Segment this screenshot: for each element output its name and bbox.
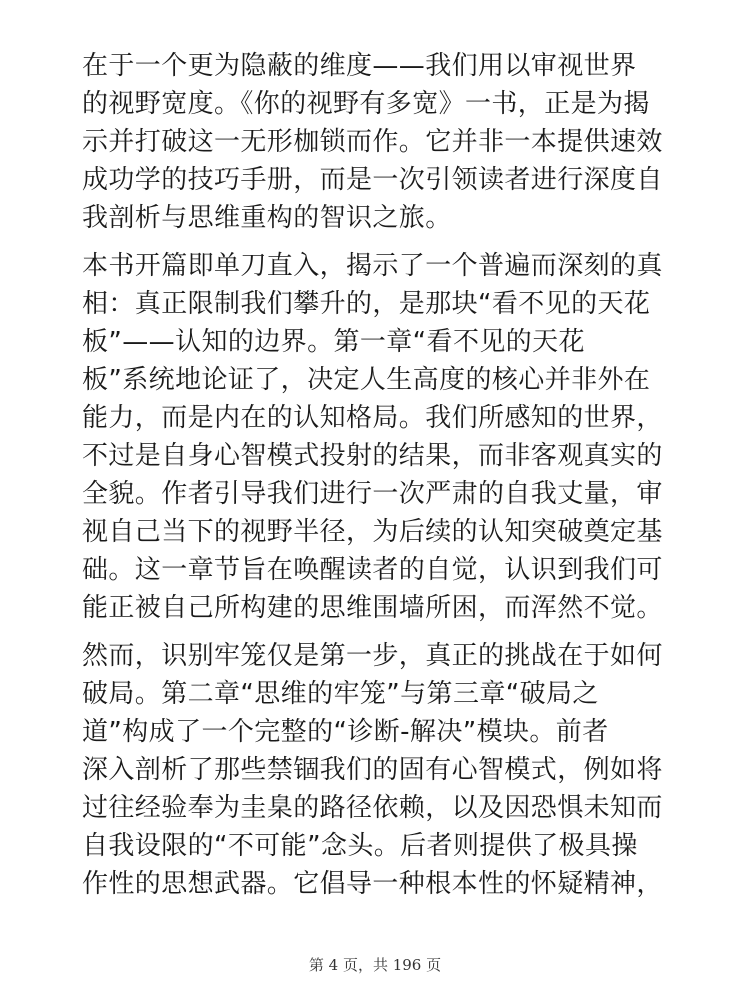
text-line: 础。这一章节旨在唤醒读者的自觉，认识到我们可: [82, 555, 663, 585]
text-line: 示并打破这一无形枷锁而作。它并非一本提供速效: [82, 127, 663, 157]
text-line: 作性的思想武器。它倡导一种根本性的怀疑精神，: [82, 869, 663, 899]
text-line: 本书开篇即单刀直入，揭示了一个普遍而深刻的真: [82, 251, 663, 281]
text-line: 深入剖析了那些禁锢我们的固有心智模式，例如将: [82, 755, 663, 785]
text-line: 视自己当下的视野半径，为后续的认知突破奠定基: [82, 517, 663, 547]
text-line: 自我设限的“不可能”念头。后者则提供了极具操: [82, 831, 638, 861]
text-line: 在于一个更为隐蔽的维度——我们用以审视世界: [82, 51, 637, 81]
text-line: 我剖析与思维重构的智识之旅。: [82, 203, 452, 233]
text-line: 然而，识别牢笼仅是第一步，真正的挑战在于如何: [82, 641, 663, 671]
text-line: 板”系统地论证了，决定人生高度的核心并非外在: [82, 365, 651, 395]
text-line: 能正被自己所构建的思维围墙所困，而浑然不觉。: [82, 593, 663, 623]
text-line: 成功学的技巧手册，而是一次引领读者进行深度自: [82, 165, 663, 195]
text-line: 全貌。作者引导我们进行一次严肃的自我丈量，审: [82, 479, 663, 509]
document-body: [82, 47, 674, 913]
text-line: 相：真正限制我们攀升的，是那块“看不见的天花: [82, 289, 651, 319]
text-line: 能力，而是内在的认知格局。我们所感知的世界，: [82, 403, 663, 433]
text-line: 不过是自身心智模式投射的结果，而非客观真实的: [82, 441, 663, 471]
page-number-footer: 第 4 页，共 196 页: [308, 956, 442, 974]
text-line: 道”构成了一个完整的“诊断-解决”模块。前者: [82, 717, 609, 747]
text-line: 的视野宽度。《你的视野有多宽》一书，正是为揭: [82, 89, 650, 119]
text-line: 破局。第二章“思维的牢笼”与第三章“破局之: [82, 679, 599, 709]
paragraph-2: [82, 247, 674, 627]
paragraph-1: [82, 47, 674, 237]
text-line: 板”——认知的边界。第一章“看不见的天花: [82, 327, 585, 357]
paragraph-3: [82, 637, 674, 903]
text-line: 过往经验奉为圭臬的路径依赖，以及因恐惧未知而: [82, 793, 663, 823]
